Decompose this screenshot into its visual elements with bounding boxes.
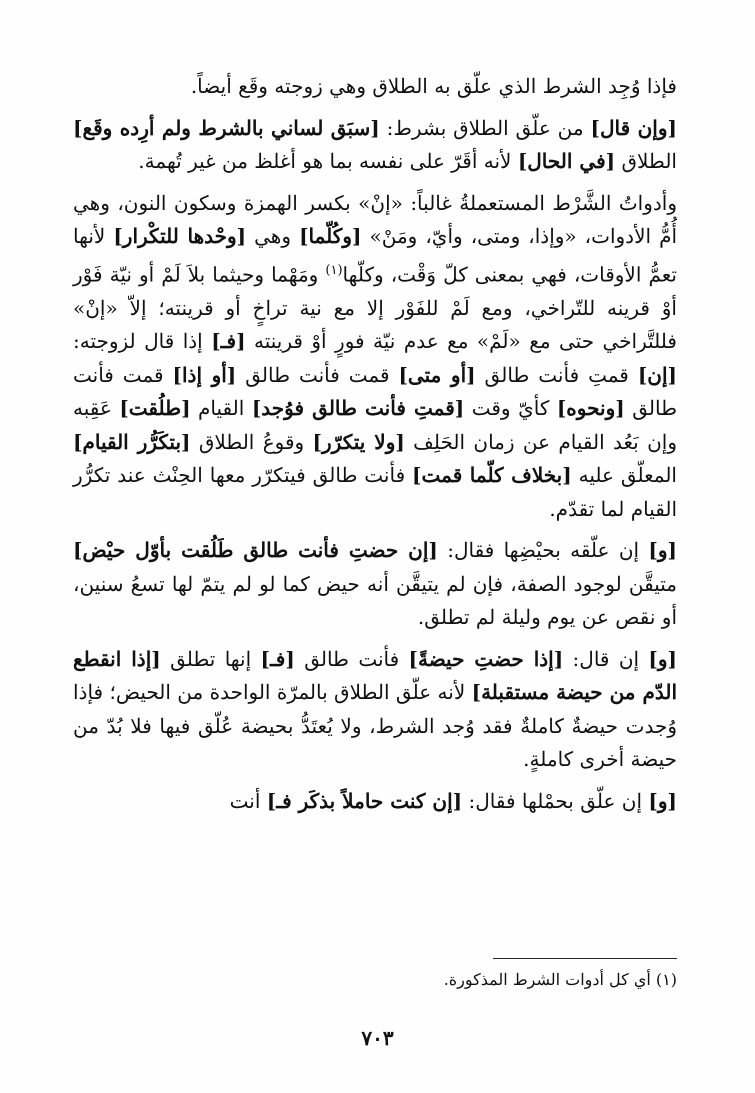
paragraph [73,534,677,635]
matn-text: [وإن قال] [590,115,677,140]
sharh-text: المعلّق عليه [571,463,677,488]
sharh-text: من علّق الطلاق بشرط: [379,115,591,140]
matn-text: [ولا يتكرّر] [312,429,405,454]
matn-text: [فـ] [211,329,246,354]
sharh-text: فأنت طالق [294,646,409,671]
sharh-text: لأنها تعمُّ الأوقات، فهي بمعنى كلّ وَقْت، وكلّها [73,224,677,287]
sharh-text: فأنت طالق فيتكرّر معها الحِنْث عند تكرُّر القيام لما تقدّم. [73,463,677,521]
matn-text: [إن] [637,362,677,387]
matn-text: [و] [648,538,678,563]
page-number: ٧٠٣ [361,1026,394,1050]
paragraph [73,187,677,527]
sharh-text: وأدواتُ الشَّرْط المستعملةُ غالباً: «إنْ» بكسر الهمزة وسكون النون، وهي أُمُّ الأدوات، «وإذا، ومتى، وأيّ، ومَنْ» [73,190,678,248]
paragraph [73,70,677,104]
matn-text: [إن حضتِ فأنت طالق طَلُقت بأوّل حيْض] [73,538,438,563]
sharh-text: وقوعُ الطلاق [190,429,313,454]
footnote-separator [493,958,677,959]
sharh-text: إن قال: [563,646,649,671]
matn-text: [قمتِ فأنت طالق فوُجد] [251,396,465,421]
footnote-marker: (١) [655,970,677,989]
matn-text: [أو إذا] [172,362,237,387]
sharh-text: أنت [229,788,267,813]
sharh-text: إذا قال لزوجته: [73,329,212,354]
matn-text: [بخلاف كلّما قمت] [412,463,572,488]
sharh-text: قمت فأنت طالق [236,362,399,387]
sharh-text: قمتِ فأنت طالق [475,362,638,387]
main-text [73,70,677,826]
footnote [73,968,677,992]
matn-text: [وحْدها للتكْرار] [113,224,247,248]
paragraph [73,112,677,179]
matn-text: [إذا انقطع الدّم من حيضة مستقبلة] [73,646,678,705]
sharh-text: عَقِبه وإن بَعُد القيام عن زمان الحَلِف [73,396,677,454]
matn-text: [فـ] [260,646,295,671]
matn-text: [و] [648,788,677,813]
matn-text: [وكُلّما] [299,224,362,248]
footnote-ref: (١) [325,262,343,278]
matn-text: [أو متى] [398,362,476,387]
sharh-text: وهي [246,224,300,248]
matn-text: [ونحوه] [556,396,625,421]
matn-text: [سبَق لساني بالشرط ولم أرِده وقَع] [73,115,380,140]
paragraph [73,643,677,777]
sharh-text: لأنه علّق الطلاق بالمرّة الواحدة من الحيض؛ فإذا وُجدت حيضةٌ كاملةٌ فقد وُجد الشرط، ولا يُعتَدُّ بحيضة عُلّق فيها فلا بُدّ من حيضة أخرى كاملةٍ. [73,680,677,772]
sharh-text: الطلاق [615,149,677,173]
matn-text: [و] [648,646,678,671]
sharh-text: القيام [190,396,252,421]
sharh-text: إنها تطلق [160,646,261,671]
sharh-text: متيقَّن لوجود الصفة، فإن لم يتيقَّن أنه حيض كما لو لم يتمّ لها تسعُ سنين، أو نقص عن يوم وليلة لم تطلق. [73,571,677,630]
matn-text: [إذا حضتِ حيضةً] [408,646,564,671]
sharh-text: إن علّق بحمْلها فقال: [462,788,649,813]
matn-text: [في الحال] [517,149,616,173]
footnote-text: أي كل أدوات الشرط المذكورة. [443,970,651,989]
matn-text: [إن كنت حاملاً بذكَر فـ] [266,788,463,813]
sharh-text: فإذا وُجِد الشرط الذي علّق به الطلاق وهي زوجته وقَع أيضاً. [190,74,677,98]
matn-text: [بتكَرُّر القيام] [73,429,191,454]
sharh-text: لأنه أقَرّ على نفسه بما هو أغلظ من غير تُهمة. [138,149,518,173]
sharh-text: قمت فأنت طالق [73,362,677,421]
matn-text: [طلُقت] [119,396,191,421]
sharh-text: إن علّقه بحيْضِها فقال: [437,538,649,563]
sharh-text: ومَهْما وحيثما بلاَ لَمْ أو نيّة فَوْر أوْ قرينه للتّراخي، ومع لَمْ للفَوْر إلا مع نية تراخٍ أو قرينته؛ إلاّ «إنْ» فللتَّراخي حتى مع «لَمْ» مع عدم نيّة فورٍ أوْ قرينته [73,262,677,354]
sharh-text: كأيّ وقت [464,396,557,421]
paragraph [73,785,677,819]
